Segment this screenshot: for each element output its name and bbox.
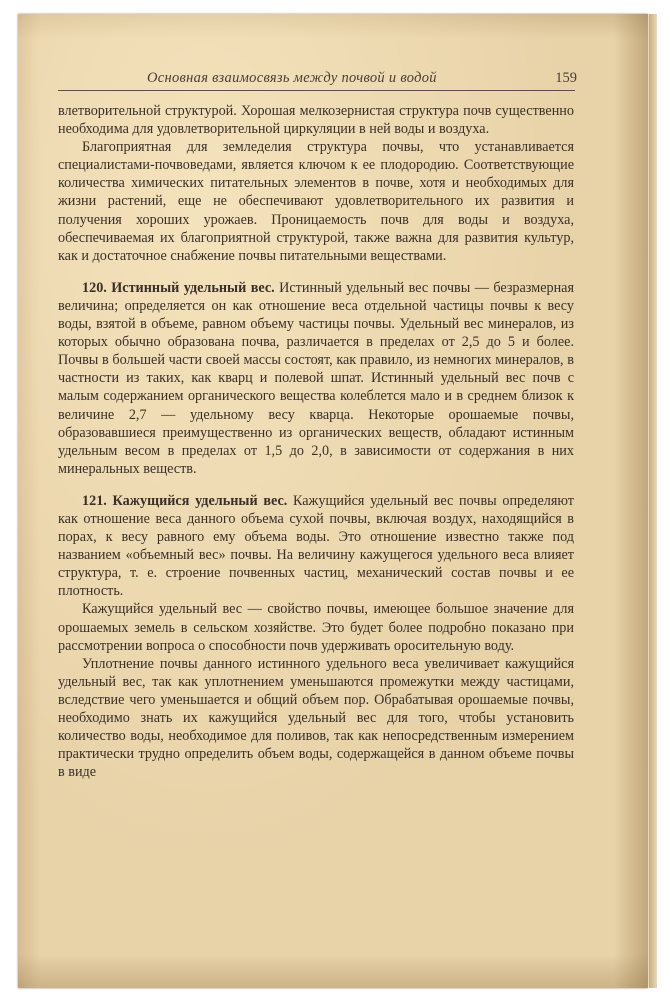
running-header <box>147 68 577 90</box>
header-rule <box>58 90 575 91</box>
section-120 <box>58 279 574 478</box>
section-121 <box>58 492 574 601</box>
page-body <box>58 102 574 781</box>
section-121-title: 121. Кажущийся удельный вес. <box>82 492 288 509</box>
section-120-text: Истинный удельный вес почвы — безразмерная величина; определяется он как отношение веса отдельной частицы почвы к весу воды, взятой в объеме, равном объему частицы почвы. Удельный вес минералов, из которых обычно образована почва, различается в пределах от 2,5 до 5 и более. Почвы в большей части своей массы состоят, как правило, из немногих минералов, в частности из таких, как кварц и полевой шпат. Истинный удельный вес почв с малым содержанием органического вещества колеблется мало и в среднем близок к величине 2,7 — удельному весу кварца. Некоторые орошаемые почвы, образовавшиеся преимущественно из органических веществ, обладают истинным удельным весом в пределах от 1,5 до 2,0, в зависимости от содержания в них минеральных веществ. <box>58 279 574 477</box>
section-121-text: Кажущийся удельный вес почвы определяют как отношение веса данного объема сухой почвы, включая воздух, находящийся в порах, к весу равного ему объема воды. Это отношение известно также под названием «объемный вес» почвы. На величину кажущегося удельного веса влияет структура, т. е. строение почвенных частиц, механический состав почвы и ее плотность. <box>58 492 574 600</box>
running-header-title: Основная взаимосвязь между почвой и водой <box>147 70 437 86</box>
paragraph-apparent-weight: Кажущийся удельный вес — свойство почвы, имеющее большое значение для орошаемых земель в сельском хозяйстве. Это будет более подробно показано при рассмотрении вопроса о способности почв удерживать оросительную воду. <box>58 601 574 654</box>
paragraph-continued: влетворительной структурой. Хорошая мелкозернистая структура почв существенно необходима для удовлетворительной циркуляции в ней воды и воздуха. <box>58 103 574 138</box>
section-120-title: 120. Истинный удельный вес. <box>82 279 275 296</box>
page-edge <box>649 14 657 988</box>
paragraph-soil-structure: Благоприятная для земледелия структура почвы, что устанавливается специалистами-почвоведами, является ключом к ее плодородию. Соответствующие количества химических питательных элементов в почве, хотя и необходимых для жизни растений, еще не обеспечивают удовлетворительного их развития и получения хороших урожаев. Проницаемость почв для воды и воздуха, обеспечиваемая их благоприятной структурой, также важна для развития культур, как и достаточное снабжение почвы питательными веществами. <box>58 139 574 264</box>
paragraph-compaction: Уплотнение почвы данного истинного удельного веса увеличивает кажущийся удельный вес, так как уплотнением уменьшаются промежутки между частицами, вследствие чего уменьшается и общий объем пор. Обрабатывая орошаемые почвы, необходимо знать их кажущийся удельный вес для того, чтобы установить количество воды, необходимое для поливов, так как непосредственным измерением практически трудно определить объем воды, содержащейся в данном объеме почвы в виде <box>58 655 574 781</box>
page-number: 159 <box>555 70 577 86</box>
